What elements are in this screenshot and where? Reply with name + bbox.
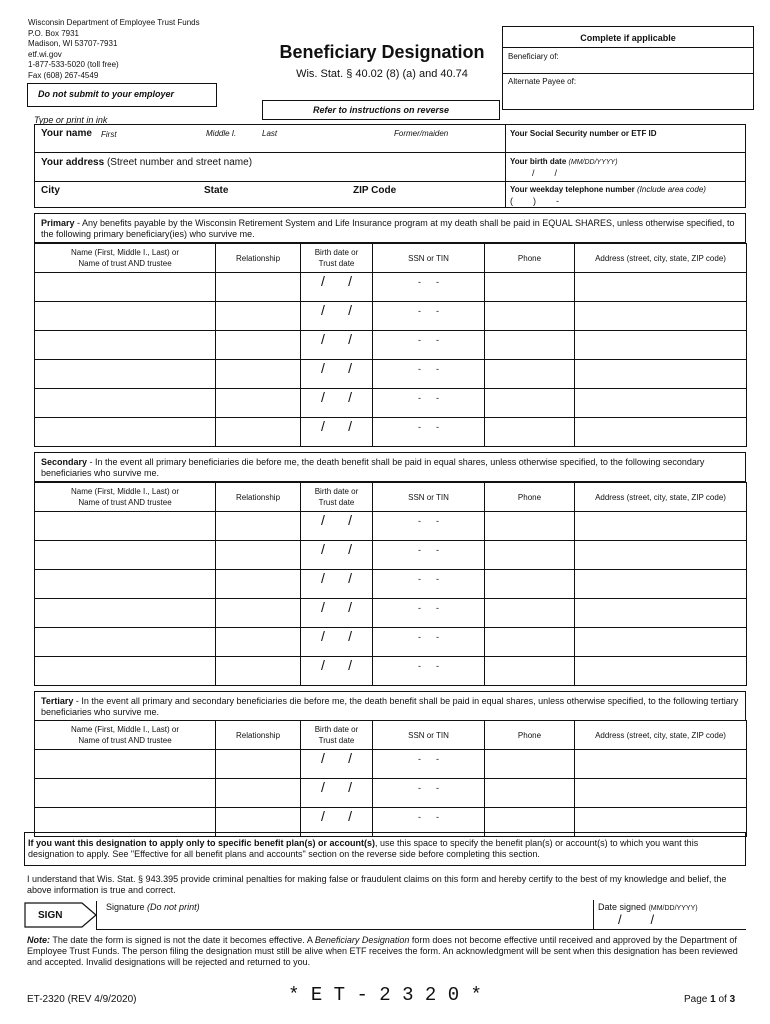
ssn-dashes: - - xyxy=(418,335,439,345)
phone: 1-877-533-5020 (toll free) xyxy=(28,60,119,69)
ssn-dashes: - - xyxy=(418,422,439,432)
beneficiary-ssn-cell[interactable] xyxy=(373,418,485,447)
signature-baseline xyxy=(96,929,746,930)
beneficiary-name-cell[interactable] xyxy=(35,628,216,657)
beneficiary-ssn-cell[interactable] xyxy=(373,360,485,389)
beneficiary-address-cell[interactable] xyxy=(575,657,747,686)
signature-hint: (Do not print) xyxy=(147,902,200,912)
form-title: Beneficiary Designation xyxy=(279,42,485,62)
secondary-beneficiary-row xyxy=(35,599,747,628)
note-text xyxy=(27,935,745,968)
note-italic: Beneficiary Designation xyxy=(314,935,410,945)
beneficiary-address-cell[interactable] xyxy=(575,750,747,779)
col-name-header xyxy=(35,721,216,750)
personal-divider-2 xyxy=(34,181,746,182)
beneficiary-phone-cell[interactable] xyxy=(485,273,575,302)
col-birth-text: Birth date or xyxy=(314,248,359,257)
col-birth-text-2: Trust date xyxy=(318,736,355,745)
col-name-text: Name (First, Middle I., Last) or xyxy=(70,487,180,496)
last-name-input[interactable] xyxy=(262,139,390,151)
specific-plans-text xyxy=(28,838,742,860)
ssn-dashes: - - xyxy=(418,277,439,287)
col-ssn-header xyxy=(373,244,485,273)
col-birth-text-2: Trust date xyxy=(318,498,355,507)
birth-date-slashes: / / xyxy=(320,512,353,528)
do-not-submit-box xyxy=(27,83,217,107)
birth-date-slashes: / / xyxy=(320,599,353,615)
signature-label-group xyxy=(106,902,200,912)
beneficiary-relationship-cell[interactable] xyxy=(216,570,301,599)
applicable-box xyxy=(502,26,754,110)
alternate-payee-label: Alternate Payee of: xyxy=(508,77,577,86)
primary-beneficiary-row xyxy=(35,302,747,331)
beneficiary-birth-date-cell[interactable] xyxy=(301,360,373,389)
beneficiary-address-cell[interactable] xyxy=(575,360,747,389)
beneficiary-ssn-cell[interactable] xyxy=(373,541,485,570)
note-part2: form does not become effective until received and approved by the Department of Employee Trust Funds. The person filing the designation must still be alive when ETF receives the form. An acknowledgment will be sent when this designation has been reviewed and accepted. Invalid designations will be rejected and returned to you. xyxy=(27,935,738,967)
beneficiary-relationship-cell[interactable] xyxy=(216,360,301,389)
beneficiary-phone-cell[interactable] xyxy=(485,657,575,686)
ssn-dashes: - - xyxy=(418,812,439,822)
tertiary-header-row xyxy=(35,721,747,750)
beneficiary-birth-date-cell[interactable] xyxy=(301,657,373,686)
phone-label: Your weekday telephone number xyxy=(510,185,635,194)
beneficiary-phone-cell[interactable] xyxy=(485,389,575,418)
birth-date-slashes: / / xyxy=(320,389,353,405)
specific-plans-description: , use this space to specify the benefit plan(s) or account(s) to which you want this designation to apply. See "Effective for all benefit plans and accounts" section on the reverse side before completing this section. xyxy=(28,838,699,859)
address-line: Madison, WI 53707-7931 xyxy=(28,39,118,48)
website: etf.wi.gov xyxy=(28,49,62,59)
beneficiary-relationship-cell[interactable] xyxy=(216,273,301,302)
page-current: 1 xyxy=(710,994,716,1005)
address-input[interactable] xyxy=(41,168,501,180)
beneficiary-relationship-cell[interactable] xyxy=(216,628,301,657)
beneficiary-phone-cell[interactable] xyxy=(485,570,575,599)
phone-format: ( ) - xyxy=(510,196,559,206)
address-label: Your address xyxy=(41,157,105,168)
personal-divider-1 xyxy=(34,152,746,153)
beneficiary-birth-date-cell[interactable] xyxy=(301,389,373,418)
statute: Wis. Stat. § 40.02 (8) (a) and 40.74 xyxy=(296,68,468,80)
beneficiary-phone-cell[interactable] xyxy=(485,779,575,808)
col-relationship-header xyxy=(216,721,301,750)
beneficiary-address-cell[interactable] xyxy=(575,302,747,331)
form-id: ET-2320 (REV 4/9/2020) xyxy=(27,994,137,1005)
beneficiary-relationship-cell[interactable] xyxy=(216,512,301,541)
refer-instructions-box xyxy=(262,100,500,120)
birth-label-group xyxy=(510,157,618,166)
ssn-dashes: - - xyxy=(418,783,439,793)
col-name-text: Name (First, Middle I., Last) or xyxy=(70,725,180,734)
last-name-hint: Last xyxy=(262,129,278,138)
state-label: State xyxy=(204,185,229,196)
primary-beneficiary-row xyxy=(35,389,747,418)
beneficiary-ssn-cell[interactable] xyxy=(373,779,485,808)
col-address-header xyxy=(575,721,747,750)
col-address-text: Address (street, city, state, ZIP code) xyxy=(595,492,726,502)
beneficiary-birth-date-cell[interactable] xyxy=(301,331,373,360)
beneficiary-relationship-cell[interactable] xyxy=(216,302,301,331)
secondary-beneficiary-row xyxy=(35,628,747,657)
primary-label: Primary xyxy=(41,218,75,228)
beneficiary-birth-date-cell[interactable] xyxy=(301,599,373,628)
address-line: P.O. Box 7931 xyxy=(28,28,79,38)
tertiary-beneficiary-row xyxy=(35,750,747,779)
col-name-text-2: Name of trust AND trustee xyxy=(78,259,172,268)
beneficiary-name-cell[interactable] xyxy=(35,331,216,360)
phone-hint: (Include area code) xyxy=(637,185,706,194)
beneficiary-ssn-cell[interactable] xyxy=(373,628,485,657)
beneficiary-of-label: Beneficiary of: xyxy=(503,48,753,74)
beneficiary-phone-cell[interactable] xyxy=(485,331,575,360)
col-relationship-text: Relationship xyxy=(235,253,281,263)
beneficiary-birth-date-cell[interactable] xyxy=(301,541,373,570)
beneficiary-birth-date-cell[interactable] xyxy=(301,570,373,599)
zip-input[interactable] xyxy=(353,196,501,207)
col-name-header xyxy=(35,483,216,512)
secondary-beneficiary-row xyxy=(35,657,747,686)
beneficiary-name-cell[interactable] xyxy=(35,512,216,541)
col-phone-text: Phone xyxy=(517,492,542,502)
col-ssn-header xyxy=(373,483,485,512)
beneficiary-name-cell[interactable] xyxy=(35,389,216,418)
col-address-text: Address (street, city, state, ZIP code) xyxy=(595,253,726,263)
ssn-dashes: - - xyxy=(418,661,439,671)
first-name-input[interactable] xyxy=(41,139,201,151)
page-mid: of xyxy=(715,994,730,1005)
birth-date-hint: (MM/DD/YYYY) xyxy=(568,159,618,166)
beneficiary-name-cell[interactable] xyxy=(35,541,216,570)
birth-date-slashes: / / xyxy=(320,628,353,644)
tertiary-section-text xyxy=(41,696,741,718)
beneficiary-birth-date-cell[interactable] xyxy=(301,273,373,302)
beneficiary-address-cell[interactable] xyxy=(575,779,747,808)
beneficiary-address-cell[interactable] xyxy=(575,628,747,657)
ssn-dashes: - - xyxy=(418,306,439,316)
beneficiary-phone-cell[interactable] xyxy=(485,360,575,389)
beneficiary-name-cell[interactable] xyxy=(35,273,216,302)
beneficiary-birth-date-cell[interactable] xyxy=(301,418,373,447)
beneficiary-address-cell[interactable] xyxy=(575,541,747,570)
birth-date-slashes: / / xyxy=(320,779,353,795)
beneficiary-name-cell[interactable] xyxy=(35,360,216,389)
secondary-section-text xyxy=(41,457,741,479)
signature-label: Signature xyxy=(106,902,145,912)
secondary-beneficiary-row xyxy=(35,570,747,599)
col-address-header xyxy=(575,483,747,512)
tertiary-beneficiary-row xyxy=(35,779,747,808)
specific-plans-bold: If you want this designation to apply only to specific benefit plan(s) or account(s) xyxy=(28,838,376,848)
beneficiary-phone-cell[interactable] xyxy=(485,541,575,570)
beneficiary-address-cell[interactable] xyxy=(575,331,747,360)
refer-instructions-text: Refer to instructions on reverse xyxy=(312,105,450,115)
date-signed-divider xyxy=(593,900,594,930)
birth-date-slashes: / / xyxy=(320,570,353,586)
middle-initial-hint: Middle I. xyxy=(206,129,237,138)
birth-date-label: Your birth date xyxy=(510,157,567,166)
ssn-dashes: - - xyxy=(418,632,439,642)
col-birth-text-2: Trust date xyxy=(318,259,355,268)
beneficiary-ssn-cell[interactable] xyxy=(373,331,485,360)
secondary-header-row xyxy=(35,483,747,512)
address-hint: (Street number and street name) xyxy=(106,157,253,168)
beneficiary-name-cell[interactable] xyxy=(35,599,216,628)
signature-input[interactable] xyxy=(106,913,586,929)
beneficiary-birth-date-cell[interactable] xyxy=(301,302,373,331)
secondary-beneficiary-row xyxy=(35,512,747,541)
ssn-dashes: - - xyxy=(418,393,439,403)
secondary-beneficiary-table xyxy=(34,482,747,686)
beneficiary-phone-cell[interactable] xyxy=(485,418,575,447)
ssn-input[interactable] xyxy=(510,139,742,151)
col-phone-text: Phone xyxy=(517,253,542,263)
primary-section-text xyxy=(41,218,741,240)
fax: Fax (608) 267-4549 xyxy=(28,70,99,80)
beneficiary-relationship-cell[interactable] xyxy=(216,779,301,808)
birth-date-slashes: / / xyxy=(320,541,353,557)
note-part1: The date the form is signed is not the date it becomes effective. A xyxy=(50,935,315,945)
former-name-hint: Former/maiden xyxy=(394,129,449,138)
birth-date-slashes: / / xyxy=(320,808,353,824)
page-total: 3 xyxy=(729,994,736,1005)
col-address-header xyxy=(575,244,747,273)
beneficiary-ssn-cell[interactable] xyxy=(373,389,485,418)
ssn-dashes: - - xyxy=(418,516,439,526)
beneficiary-name-cell[interactable] xyxy=(35,657,216,686)
beneficiary-phone-cell[interactable] xyxy=(485,302,575,331)
beneficiary-name-cell[interactable] xyxy=(35,302,216,331)
beneficiary-address-cell[interactable] xyxy=(575,512,747,541)
beneficiary-birth-date-cell[interactable] xyxy=(301,750,373,779)
address-label-group xyxy=(41,157,252,168)
beneficiary-birth-date-cell[interactable] xyxy=(301,779,373,808)
secondary-label: Secondary xyxy=(41,457,88,467)
date-signed-hint: (MM/DD/YYYY) xyxy=(648,905,698,912)
birth-date-slashes: / / xyxy=(532,168,558,178)
birth-date-slashes: / / xyxy=(320,273,353,289)
agency-address xyxy=(28,18,200,81)
beneficiary-relationship-cell[interactable] xyxy=(216,418,301,447)
date-signed-slashes: / / xyxy=(618,912,655,927)
address-line: Wisconsin Department of Employee Trust Funds xyxy=(28,18,200,27)
beneficiary-relationship-cell[interactable] xyxy=(216,599,301,628)
signature-line-left xyxy=(96,901,97,930)
beneficiary-name-cell[interactable] xyxy=(35,570,216,599)
birth-date-slashes: / / xyxy=(320,750,353,766)
beneficiary-address-cell[interactable] xyxy=(575,570,747,599)
city-label: City xyxy=(41,185,60,196)
col-ssn-header xyxy=(373,721,485,750)
col-name-text-2: Name of trust AND trustee xyxy=(78,736,172,745)
page-number xyxy=(684,994,735,1005)
tertiary-description: - In the event all primary and secondary beneficiaries die before me, the death benefit shall be paid in equal shares, unless otherwise specified, to the following tertiary beneficiaries who survive me. xyxy=(41,696,739,717)
beneficiary-relationship-cell[interactable] xyxy=(216,750,301,779)
beneficiary-phone-cell[interactable] xyxy=(485,750,575,779)
beneficiary-relationship-cell[interactable] xyxy=(216,541,301,570)
beneficiary-address-cell[interactable] xyxy=(575,599,747,628)
ssn-dashes: - - xyxy=(418,364,439,374)
beneficiary-address-cell[interactable] xyxy=(575,389,747,418)
former-name-input[interactable] xyxy=(394,139,502,151)
col-name-text-2: Name of trust AND trustee xyxy=(78,498,172,507)
primary-beneficiary-row xyxy=(35,273,747,302)
primary-beneficiary-row xyxy=(35,418,747,447)
beneficiary-phone-cell[interactable] xyxy=(485,599,575,628)
col-relationship-text: Relationship xyxy=(235,492,281,502)
col-ssn-text: SSN or TIN xyxy=(408,253,449,263)
birth-date-slashes: / / xyxy=(320,418,353,434)
beneficiary-relationship-cell[interactable] xyxy=(216,657,301,686)
beneficiary-phone-cell[interactable] xyxy=(485,628,575,657)
beneficiary-birth-date-cell[interactable] xyxy=(301,628,373,657)
beneficiary-address-cell[interactable] xyxy=(575,418,747,447)
type-or-print: Type or print in ink xyxy=(34,115,108,125)
date-signed-label-group xyxy=(598,902,698,912)
col-ssn-text: SSN or TIN xyxy=(408,492,449,502)
ssn-dashes: - - xyxy=(418,603,439,613)
page-prefix: Page xyxy=(684,994,711,1005)
zip-label: ZIP Code xyxy=(353,185,397,196)
your-name-label: Your name xyxy=(41,128,92,139)
phone-label-group xyxy=(510,185,706,194)
col-birth-header xyxy=(301,721,373,750)
ssn-label: Your Social Security number or ETF ID xyxy=(510,129,657,138)
col-phone-text: Phone xyxy=(517,730,542,740)
beneficiary-ssn-cell[interactable] xyxy=(373,570,485,599)
beneficiary-ssn-cell[interactable] xyxy=(373,512,485,541)
ssn-dashes: - - xyxy=(418,754,439,764)
alternate-payee-input[interactable] xyxy=(585,78,750,92)
tertiary-beneficiary-table xyxy=(34,720,747,837)
col-phone-header xyxy=(485,483,575,512)
col-birth-header xyxy=(301,483,373,512)
col-birth-header xyxy=(301,244,373,273)
beneficiary-ssn-cell[interactable] xyxy=(373,273,485,302)
col-relationship-text: Relationship xyxy=(235,730,281,740)
col-address-text: Address (street, city, state, ZIP code) xyxy=(595,730,726,740)
col-birth-text: Birth date or xyxy=(314,487,359,496)
col-relationship-header xyxy=(216,483,301,512)
col-phone-header xyxy=(485,244,575,273)
barcode-text: * E T - 2 3 2 0 * xyxy=(288,984,482,1006)
primary-header-row xyxy=(35,244,747,273)
sign-arrow-label: SIGN xyxy=(38,910,63,921)
beneficiary-ssn-cell[interactable] xyxy=(373,750,485,779)
certification-text: I understand that Wis. Stat. § 943.395 provide criminal penalties for making false or fraudulent claims on this form and hereby certify to the best of my knowledge and belief, the above information is true and correct. xyxy=(27,874,727,895)
first-name-hint: First xyxy=(101,130,117,139)
birth-date-slashes: / / xyxy=(320,302,353,318)
beneficiary-ssn-cell[interactable] xyxy=(373,657,485,686)
ssn-dashes: - - xyxy=(418,574,439,584)
tertiary-label: Tertiary xyxy=(41,696,74,706)
applicable-title: Complete if applicable xyxy=(503,27,753,48)
beneficiary-relationship-cell[interactable] xyxy=(216,331,301,360)
secondary-beneficiary-row xyxy=(35,541,747,570)
note-label: Note: xyxy=(27,935,50,945)
col-ssn-text: SSN or TIN xyxy=(408,730,449,740)
beneficiary-relationship-cell[interactable] xyxy=(216,389,301,418)
birth-date-slashes: / / xyxy=(320,331,353,347)
sign-arrow xyxy=(24,902,98,928)
col-relationship-header xyxy=(216,244,301,273)
date-signed-label: Date signed xyxy=(598,902,647,912)
beneficiary-ssn-cell[interactable] xyxy=(373,302,485,331)
beneficiary-name-cell[interactable] xyxy=(35,779,216,808)
ssn-dashes: - - xyxy=(418,545,439,555)
beneficiary-ssn-cell[interactable] xyxy=(373,599,485,628)
beneficiary-address-cell[interactable] xyxy=(575,273,747,302)
primary-beneficiary-row xyxy=(35,360,747,389)
col-name-header xyxy=(35,244,216,273)
primary-beneficiary-table xyxy=(34,243,747,447)
city-input[interactable] xyxy=(41,196,199,207)
birth-date-slashes: / / xyxy=(320,360,353,376)
beneficiary-phone-cell[interactable] xyxy=(485,512,575,541)
col-name-text: Name (First, Middle I., Last) or xyxy=(70,248,180,257)
birth-date-slashes: / / xyxy=(320,657,353,673)
col-phone-header xyxy=(485,721,575,750)
personal-divider-vertical xyxy=(505,124,506,208)
primary-beneficiary-row xyxy=(35,331,747,360)
do-not-submit-text: Do not submit to your employer xyxy=(38,89,175,99)
secondary-description: - In the event all primary beneficiaries die before me, the death benefit shall be paid in equal shares, unless otherwise specified, to the following secondary beneficiaries who survive me. xyxy=(41,457,705,478)
beneficiary-birth-date-cell[interactable] xyxy=(301,512,373,541)
beneficiary-of-input[interactable] xyxy=(570,50,750,64)
middle-initial-input[interactable] xyxy=(206,139,256,151)
primary-description: - Any benefits payable by the Wisconsin Retirement System and Life Insurance program at my death shall be paid in EQUAL SHARES, unless otherwise specified, to the following primary beneficiary(ies) who survive me. xyxy=(41,218,735,239)
col-birth-text: Birth date or xyxy=(314,725,359,734)
state-input[interactable] xyxy=(204,196,348,207)
beneficiary-name-cell[interactable] xyxy=(35,418,216,447)
beneficiary-name-cell[interactable] xyxy=(35,750,216,779)
